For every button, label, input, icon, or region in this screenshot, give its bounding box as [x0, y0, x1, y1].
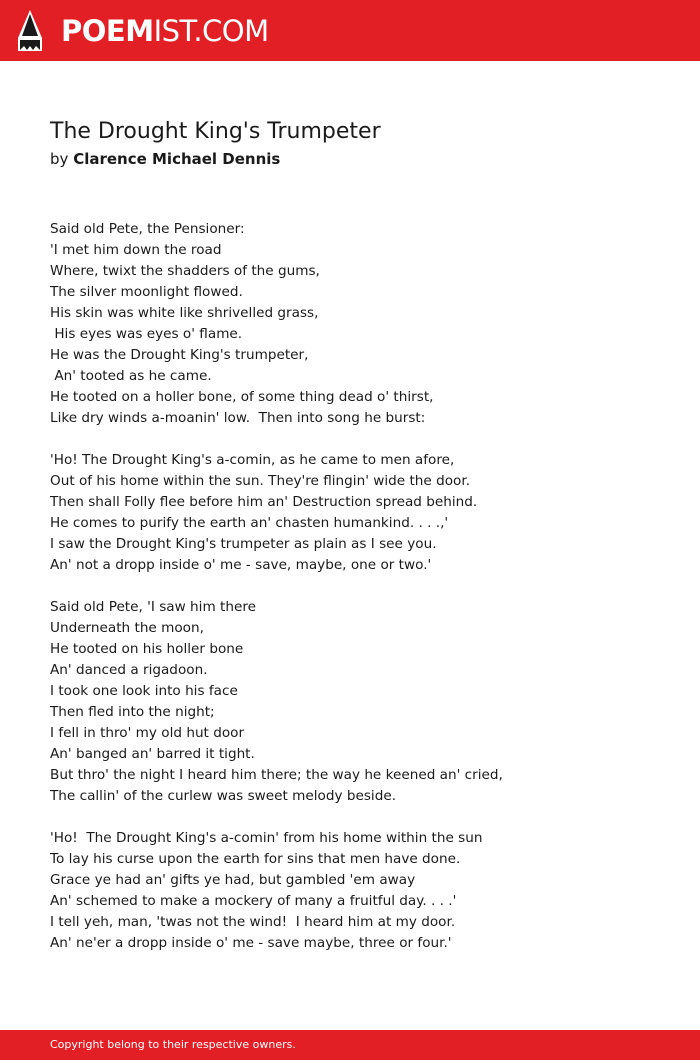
- logo-light-text: IST.COM: [153, 14, 269, 48]
- poem-line: The callin' of the curlew was sweet melody beside.: [50, 788, 397, 804]
- byline: [50, 148, 670, 170]
- site-header: [0, 0, 700, 61]
- poem-line: To lay his curse upon the earth for sins that men have done.: [50, 851, 461, 867]
- poem-line: Like dry winds a-moanin' low. Then into song he burst:: [50, 410, 426, 426]
- poem-line: 'Ho! The Drought King's a-comin' from his home within the sun: [50, 830, 483, 846]
- copyright-text: Copyright belong to their respective owners.: [50, 1038, 296, 1051]
- poem-body: [50, 219, 670, 975]
- poem-line: An' banged an' barred it tight.: [50, 746, 255, 762]
- site-footer: [0, 1030, 700, 1060]
- poem-line: I fell in thro' my old hut door: [50, 725, 245, 741]
- poem-line: An' ne'er a dropp inside o' me - save maybe, three or four.': [50, 935, 452, 951]
- poem-line: 'I met him down the road: [50, 242, 222, 258]
- pencil-tip-icon: [18, 10, 42, 51]
- site-logo[interactable]: [61, 12, 269, 50]
- poem-line: An' not a dropp inside o' me - save, maybe, one or two.': [50, 557, 432, 573]
- by-label: by: [50, 150, 69, 168]
- poem-line: An' danced a rigadoon.: [50, 662, 208, 678]
- poem-line: Then shall Folly flee before him an' Destruction spread behind.: [50, 494, 478, 510]
- poem-line: His eyes was eyes o' flame.: [50, 326, 243, 342]
- poem-line: Out of his home within the sun. They're flingin' wide the door.: [50, 473, 471, 489]
- poem-stanza: [50, 219, 670, 429]
- poem-line: He was the Drought King's trumpeter,: [50, 347, 309, 363]
- poem-line: An' tooted as he came.: [50, 368, 212, 384]
- poem-line: I tell yeh, man, 'twas not the wind! I heard him at my door.: [50, 914, 456, 930]
- poem-line: He tooted on his holler bone: [50, 641, 244, 657]
- author-name: Clarence Michael Dennis: [73, 150, 281, 168]
- poem-line: Underneath the moon,: [50, 620, 204, 636]
- poem-line: I took one look into his face: [50, 683, 238, 699]
- poem-header: [50, 116, 670, 170]
- poem-title: The Drought King's Trumpeter: [50, 119, 381, 144]
- poem-line: His skin was white like shrivelled grass,: [50, 305, 319, 321]
- poem-line: He comes to purify the earth an' chasten humankind. . . .,': [50, 515, 449, 531]
- poem-stanza: [50, 828, 670, 954]
- poem-line: He tooted on a holler bone, of some thing dead o' thirst,: [50, 389, 434, 405]
- poem-line: An' schemed to make a mockery of many a fruitful day. . . .': [50, 893, 457, 909]
- poem-stanza: [50, 597, 670, 807]
- poem-line: 'Ho! The Drought King's a-comin, as he came to men afore,: [50, 452, 455, 468]
- poem-line: But thro' the night I heard him there; the way he keened an' cried,: [50, 767, 503, 783]
- poem-line: Said old Pete, the Pensioner:: [50, 221, 245, 237]
- poem-stanza: [50, 450, 670, 576]
- poem-line: Where, twixt the shadders of the gums,: [50, 263, 320, 279]
- poem-line: The silver moonlight flowed.: [50, 284, 243, 300]
- poem-line: Grace ye had an' gifts ye had, but gambled 'em away: [50, 872, 416, 888]
- poem-line: Then fled into the night;: [50, 704, 215, 720]
- poem-line: Said old Pete, 'I saw him there: [50, 599, 256, 615]
- poem-line: I saw the Drought King's trumpeter as plain as I see you.: [50, 536, 437, 552]
- logo-bold-text: POEM: [61, 14, 154, 48]
